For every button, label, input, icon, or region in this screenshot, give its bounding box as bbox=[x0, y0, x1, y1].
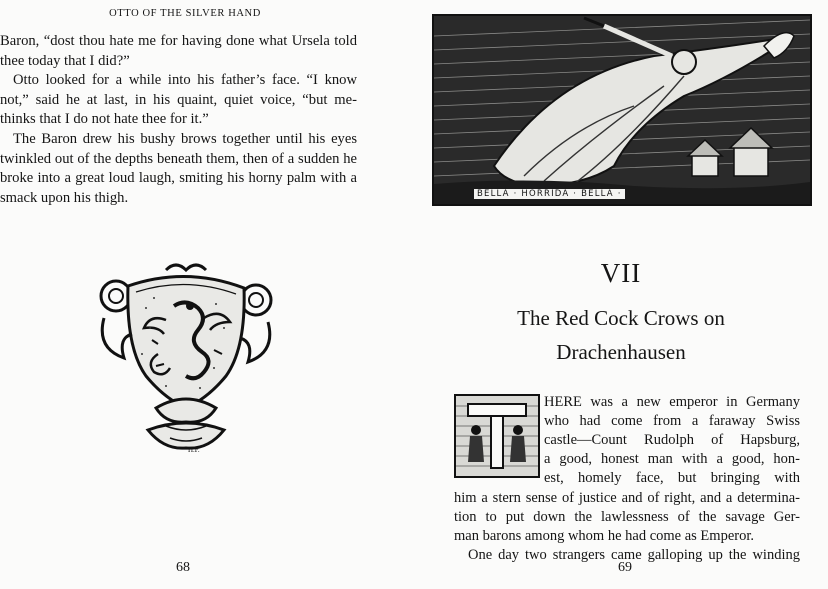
right-page bbox=[414, 0, 828, 589]
paragraph: Otto looked for a while into his father’s face. “I know not,” said he at last, in his quaint, quiet voice, “but me-thinks that I do not hate thee for it.” bbox=[0, 72, 357, 128]
chapter-title-line: Drachenhausen bbox=[556, 340, 686, 364]
historiated-initial-T-icon bbox=[454, 394, 540, 478]
page-number: 68 bbox=[176, 560, 190, 575]
left-page-text bbox=[0, 32, 357, 208]
chapter-number: VII bbox=[600, 258, 642, 288]
chapter-title-line: The Red Cock Crows on bbox=[517, 306, 725, 330]
heraldic-shield-icon bbox=[96, 258, 276, 458]
text-line: castle—Count Rudolph of Hapsburg, bbox=[544, 432, 800, 448]
paragraph: The Baron drew his bushy brows together until his eyes twinkled out of the depths beneath them, then of a sudden he broke into a great loud laugh, smiting his horny palm with a smack upon his thigh. bbox=[0, 130, 357, 206]
chapter-title bbox=[414, 301, 828, 369]
text-line: him a stern sense of justice and of right, and a determina- bbox=[454, 490, 800, 506]
page-number: 69 bbox=[618, 560, 632, 575]
text-line: man barons among whom he had come as Emperor. bbox=[454, 528, 754, 544]
text-line: tion to put down the lawlessness of the savage Ger- bbox=[454, 509, 800, 525]
paragraph: Baron, “dost thou hate me for having done what Ursela told thee today that I did?” bbox=[0, 33, 357, 69]
war-spirit-engraving-icon bbox=[432, 14, 812, 206]
text-line: a good, honest man with a good, hon- bbox=[544, 451, 800, 467]
text-line: HERE was a new emperor in Germany bbox=[544, 394, 800, 410]
text-line: est, homely face, but bringing with bbox=[544, 470, 800, 486]
artist-monogram: H.P. bbox=[188, 446, 200, 454]
illustration-caption: BELLA · HORRIDA · BELLA · bbox=[474, 189, 625, 199]
text-line: who had come from a faraway Swiss bbox=[544, 413, 800, 429]
running-head: OTTO OF THE SILVER HAND bbox=[109, 8, 261, 19]
text-line: One day two strangers came galloping up the winding bbox=[468, 547, 800, 563]
